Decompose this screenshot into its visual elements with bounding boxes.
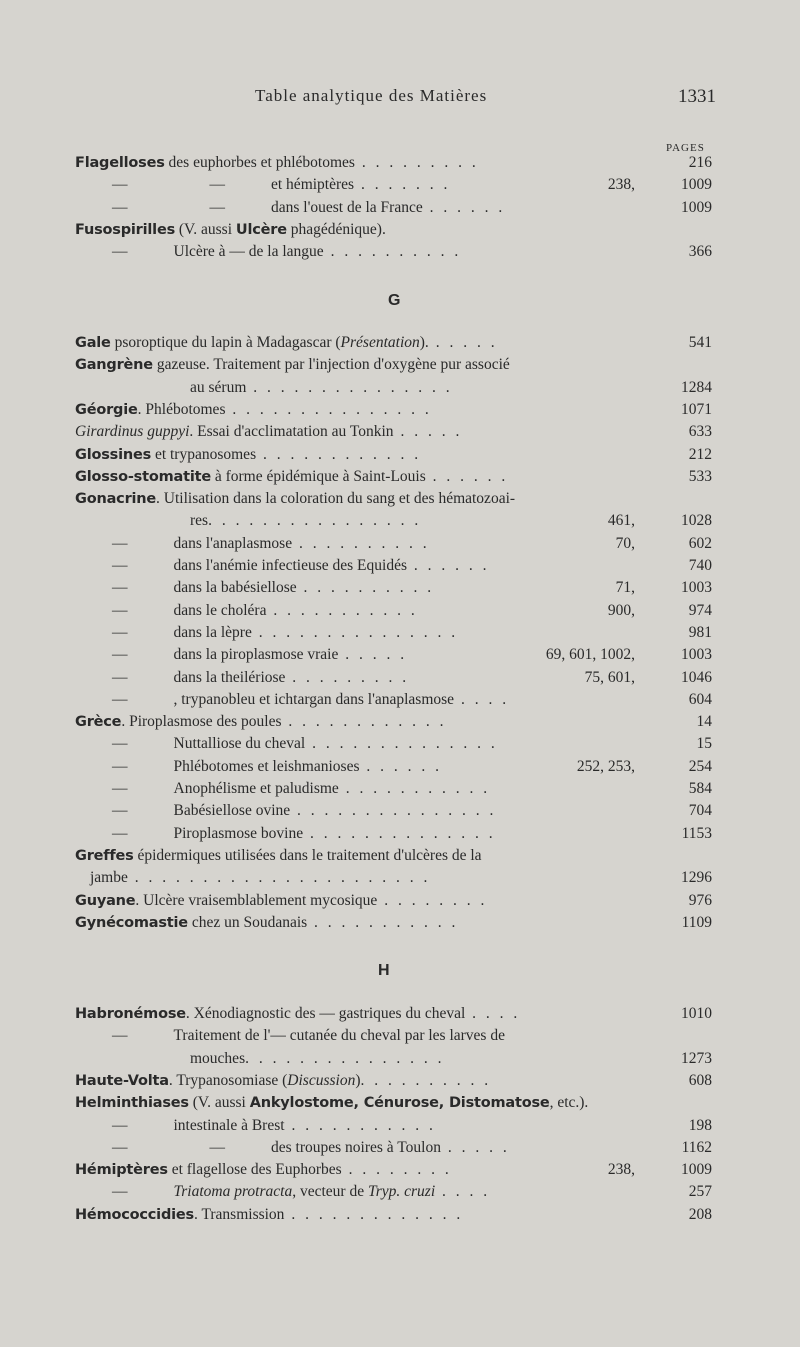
- leader-dots: . . . . . . . . . .: [323, 243, 462, 261]
- entry-description: (V. aussi: [188, 1094, 250, 1112]
- page-number-ref: 740: [688, 557, 712, 574]
- entry-keyword: Greffes: [75, 847, 134, 864]
- page-number-ref: 1273: [681, 1049, 712, 1067]
- leader-dots: . . . . . . . . . . . .: [256, 445, 422, 463]
- entry-text: [75, 399, 432, 421]
- entry-keyword: Guyane: [75, 892, 136, 909]
- entry-description: Nuttalliose du cheval: [173, 735, 306, 753]
- entry-description: et trypanosomes: [151, 445, 257, 463]
- page-number-ref: 1284: [681, 378, 712, 396]
- entry-description: . Utilisation dans la coloration du sang et des hématozoai-: [156, 490, 516, 508]
- page-number-ref: 533: [688, 467, 712, 485]
- index-entry: [0, 1181, 800, 1203]
- leader-dots: . . . . . . . . . . . . .: [284, 1205, 464, 1223]
- entry-keyword: Fusospirilles: [75, 221, 176, 238]
- index-entry: [0, 488, 800, 510]
- entry-keyword: Ankylostome, Cénurose, Distomatose: [249, 1095, 550, 1112]
- em-dash: —: [209, 198, 225, 216]
- leader-dots: . . . . .: [440, 1138, 510, 1156]
- entry-text: [112, 823, 496, 845]
- entry-keyword: Glosso-stomatite: [75, 468, 211, 485]
- entry-text: [75, 421, 462, 443]
- entry-text: [190, 510, 421, 532]
- index-entry: [0, 197, 800, 219]
- em-dash: —: [112, 824, 128, 842]
- page-references: 69, 601, 1002,: [545, 646, 635, 664]
- index-entry: [0, 689, 800, 711]
- index-entry: [0, 867, 800, 889]
- entry-text: [75, 332, 498, 354]
- em-dash: —: [112, 601, 128, 619]
- leader-dots: . . . . . . . . . . .: [338, 780, 491, 797]
- entry-text: [112, 241, 461, 263]
- entry-description: dans la lèpre: [173, 623, 252, 641]
- page-number-ref: 1109: [681, 913, 712, 931]
- leader-dots: . . . . . . . . . . .: [284, 1116, 436, 1134]
- page-number-ref: 208: [688, 1205, 712, 1223]
- index-entry: [0, 644, 800, 666]
- leader-dots: . . . . . . . . . .: [296, 579, 435, 597]
- running-title: Table analytique des Matières: [255, 86, 488, 105]
- em-dash: —: [112, 735, 128, 753]
- index-entry: [0, 1025, 800, 1047]
- entry-text: [75, 152, 479, 174]
- leader-dots: . . . . . . . . . . . . . . .: [245, 1049, 445, 1067]
- entry-text: [112, 644, 407, 666]
- entry-description: intestinale à Brest: [173, 1116, 285, 1134]
- index-entry: [0, 1115, 800, 1137]
- entry-text: [75, 466, 508, 488]
- leader-dots: . . . . .: [428, 334, 498, 351]
- entry-description: à forme épidémique à Saint-Louis: [210, 467, 426, 485]
- entry-description: des troupes noires à Toulon: [271, 1138, 441, 1156]
- em-dash: —: [112, 623, 128, 641]
- entry-text: [112, 600, 418, 622]
- page-number-ref: 1003: [681, 579, 712, 597]
- index-entry: [0, 152, 800, 174]
- page-number-ref: 366: [688, 243, 712, 261]
- index-entry: [0, 845, 800, 867]
- page-number-ref: 1071: [681, 400, 712, 418]
- entry-description: Anophélisme et paludisme: [173, 780, 339, 797]
- leader-dots: . . . . . . . . . . . . . .: [305, 735, 498, 753]
- pages-column-label: PAGES: [666, 142, 705, 154]
- page-number-ref: 1046: [681, 668, 712, 686]
- entry-description: dans l'anémie infectieuse des Equidés: [173, 557, 407, 574]
- index-entry: [0, 1204, 800, 1226]
- entry-keyword: Helminthiases: [75, 1095, 189, 1112]
- index-entry: [0, 1092, 800, 1114]
- entry-keyword: Gangrène: [75, 357, 153, 374]
- em-dash: —: [112, 198, 128, 216]
- page-references: 252, 253,: [576, 757, 635, 775]
- entry-text: [75, 1070, 491, 1092]
- entry-description: Ulcère à — de la langue: [173, 243, 324, 261]
- index-entry: [0, 577, 800, 599]
- page-number-ref: 15: [696, 735, 712, 753]
- em-dash: —: [112, 1116, 128, 1134]
- entry-description: , vecteur de: [292, 1183, 368, 1201]
- page-number-ref: 976: [688, 891, 712, 909]
- leader-dots: . . . . . . . . . . . . . . . .: [208, 512, 422, 530]
- entry-description: . Phlébotomes: [137, 400, 226, 418]
- page-header: [0, 86, 800, 112]
- em-dash: —: [112, 176, 128, 194]
- page-number-ref: 257: [688, 1183, 712, 1201]
- em-dash: —: [112, 1138, 128, 1156]
- index-entry: [0, 241, 800, 263]
- index-entry: [0, 1159, 800, 1181]
- entry-text: [75, 1092, 588, 1114]
- index-entry: [0, 600, 800, 622]
- index-entry: [0, 444, 800, 466]
- entry-text: [112, 667, 409, 689]
- index-entry: [0, 421, 800, 443]
- entry-description: . Ulcère vraisemblablement mycosique: [135, 891, 378, 909]
- page-number-ref: 1010: [681, 1005, 712, 1022]
- em-dash: —: [112, 757, 128, 775]
- italic-term: Tryp. cruzi: [367, 1183, 436, 1201]
- entry-text: [75, 890, 487, 912]
- leader-dots: . . . . .: [393, 423, 463, 441]
- page-number-ref: 604: [688, 690, 712, 708]
- continuation-text: jambe: [90, 869, 128, 887]
- index-entry: [0, 399, 800, 421]
- index-entry: [0, 174, 800, 196]
- page-number-ref: 1028: [681, 512, 712, 530]
- entry-text: [75, 1003, 520, 1025]
- entry-description: Traitement de l'— cutanée du cheval par les larves de: [173, 1027, 505, 1045]
- em-dash: —: [112, 1027, 128, 1045]
- entry-keyword: Haute-Volta: [75, 1072, 169, 1089]
- entry-text: [90, 867, 430, 889]
- em-dash: —: [209, 176, 225, 194]
- index-entry: [0, 219, 800, 241]
- entry-description: . Essai d'acclimatation au Tonkin: [189, 423, 394, 441]
- leader-dots: . . . . . . . .: [377, 891, 488, 909]
- index-entry: [0, 354, 800, 376]
- leader-dots: . . . . . . . . . . . . . . .: [225, 400, 432, 418]
- entry-description: dans la theilériose: [173, 668, 286, 686]
- entry-text: [75, 488, 515, 510]
- italic-term: Girardinus guppyi: [75, 423, 190, 441]
- entry-description: des euphorbes et phlébotomes: [164, 154, 355, 171]
- entry-text: [112, 174, 450, 196]
- entry-description: chez un Soudanais: [187, 913, 308, 931]
- continuation-text: au sérum: [190, 378, 247, 396]
- italic-term: Discussion: [287, 1071, 356, 1089]
- page-references: 70,: [615, 534, 635, 552]
- page-references: 900,: [607, 601, 635, 619]
- leader-dots: . . . . . . . . . . . .: [281, 713, 447, 731]
- entry-keyword: Gynécomastie: [75, 914, 188, 931]
- entry-text: [112, 1137, 510, 1159]
- page-references: 71,: [615, 579, 635, 597]
- entry-text: [75, 1204, 463, 1226]
- page-number-ref: 1296: [681, 869, 712, 887]
- leader-dots: . . . . . .: [425, 467, 509, 485]
- index-entry: [0, 756, 800, 778]
- entry-text: [190, 1048, 444, 1070]
- entry-description: dans la babésiellose: [173, 579, 297, 597]
- entry-keyword: Hémiptères: [75, 1162, 168, 1179]
- leader-dots: . . . . . . . . . . .: [266, 601, 418, 619]
- page-references: 238,: [607, 176, 635, 194]
- entry-description: dans l'ouest de la France: [271, 198, 423, 216]
- entry-text: [112, 197, 505, 219]
- italic-term: Triatoma protracta: [173, 1183, 293, 1201]
- entry-description: . Xénodiagnostic des — gastriques du cheval: [185, 1005, 466, 1022]
- em-dash: —: [112, 579, 128, 597]
- entry-text: [75, 354, 510, 376]
- entry-text: [112, 756, 442, 778]
- continuation-text: mouches: [190, 1049, 246, 1067]
- entry-description: dans la piroplasmose vraie: [173, 646, 339, 664]
- page-number-ref: 633: [688, 423, 712, 441]
- index-entry: [0, 466, 800, 488]
- em-dash: —: [112, 646, 128, 664]
- em-dash: —: [112, 690, 128, 708]
- index-entry: [0, 778, 800, 800]
- entry-description: épidermiques utilisées dans le traitement d'ulcères de la: [133, 846, 482, 864]
- entry-text: [75, 1159, 452, 1181]
- page-number-ref: 981: [688, 623, 712, 641]
- index-entry: [0, 667, 800, 689]
- leader-dots: . . . . .: [338, 646, 408, 664]
- entry-description: et flagellose des Euphorbes: [167, 1161, 342, 1179]
- entry-text: [75, 444, 421, 466]
- continuation-text: res: [190, 512, 209, 530]
- page-number-ref: 254: [688, 757, 712, 775]
- leader-dots: . . . . . . . . . . .: [307, 913, 459, 931]
- index-entry: [0, 533, 800, 555]
- italic-term: Présentation: [340, 334, 420, 351]
- page-number-ref: 1153: [681, 824, 712, 842]
- page-number-ref: 198: [688, 1116, 712, 1134]
- entry-description: dans l'anaplasmose: [173, 534, 293, 552]
- entry-description: Phlébotomes et leishmanioses: [173, 757, 360, 775]
- entry-keyword: Glossines: [75, 446, 152, 463]
- leader-dots: . . . . . . . . . . . . . .: [303, 824, 496, 842]
- page-references: 238,: [607, 1161, 635, 1179]
- entry-description: ): [355, 1071, 361, 1089]
- entry-text: [112, 622, 458, 644]
- leader-dots: . . . .: [435, 1183, 491, 1201]
- leader-dots: . . . . . . .: [354, 176, 451, 194]
- index-entry: [0, 711, 800, 733]
- em-dash: —: [209, 1138, 225, 1156]
- leader-dots: . . . . . .: [422, 198, 506, 216]
- page-number-ref: 1009: [681, 176, 712, 194]
- page-number-ref: 1009: [681, 198, 712, 216]
- entry-keyword: Géorgie: [75, 401, 138, 418]
- leader-dots: . . . .: [454, 690, 510, 708]
- entry-description: phagédénique).: [286, 220, 386, 238]
- page-number-ref: 1162: [681, 1138, 712, 1156]
- index-entry: [0, 1003, 800, 1025]
- page-number-ref: 704: [688, 802, 712, 820]
- em-dash: —: [112, 243, 128, 261]
- entry-text: [112, 577, 434, 599]
- entry-text: [112, 555, 490, 577]
- entry-keyword: Grèce: [75, 714, 122, 731]
- entry-text: [112, 778, 490, 800]
- entry-description: , trypanobleu et ichtargan dans l'anaplasmose: [173, 690, 455, 708]
- leader-dots: . . . . . . . . . . . . . . .: [251, 623, 459, 641]
- entry-text: [75, 711, 446, 733]
- entry-description: dans le choléra: [173, 601, 267, 619]
- page-references: 75, 601,: [584, 668, 635, 686]
- page-number-ref: 216: [688, 154, 712, 171]
- leader-dots: . . . . . .: [407, 557, 490, 574]
- entry-text: [75, 845, 482, 867]
- entry-text: [75, 219, 386, 241]
- entry-keyword: Habronémose: [75, 1006, 186, 1022]
- index-entry: [0, 555, 800, 577]
- page-number-ref: 541: [688, 334, 712, 351]
- page-number-ref: 1003: [681, 646, 712, 664]
- index-entry: [0, 332, 800, 354]
- leader-dots: . . . . . . . . .: [354, 154, 479, 171]
- entry-description: . Transmission: [193, 1205, 285, 1223]
- entry-keyword: Ulcère: [235, 221, 287, 238]
- index-entry: [0, 912, 800, 934]
- entry-keyword: Gonacrine: [75, 491, 157, 508]
- leader-dots: . . . . . . . . . . . . . . .: [290, 802, 497, 820]
- leader-dots: . . . . . . . . . . . . . . .: [246, 378, 453, 396]
- entry-text: [190, 377, 453, 399]
- entry-text: [75, 912, 458, 934]
- page-number-ref: 608: [688, 1071, 712, 1089]
- entry-description: gazeuse. Traitement par l'injection d'oxygène pur associé: [152, 356, 510, 374]
- em-dash: —: [112, 780, 128, 797]
- index-entry: [0, 890, 800, 912]
- leader-dots: . . . . . . . . . . . . . . . . . . . . . .: [127, 869, 431, 887]
- entry-description: Babésiellose ovine: [173, 802, 291, 820]
- entry-description: ).: [419, 334, 429, 351]
- page-number-ref: 602: [688, 534, 712, 552]
- index-entry: [0, 510, 800, 532]
- entry-text: [112, 800, 496, 822]
- em-dash: —: [112, 534, 128, 552]
- entry-text: [112, 1025, 505, 1047]
- index-entry: [0, 622, 800, 644]
- leader-dots: . . . . . .: [359, 757, 442, 775]
- entry-description: . Piroplasmose des poules: [121, 713, 282, 731]
- entry-text: [112, 1181, 490, 1203]
- entry-description: , etc.).: [549, 1094, 589, 1112]
- leader-dots: . . . . . . . . . .: [292, 534, 430, 552]
- entry-description: . Trypanosomiase (: [168, 1071, 288, 1089]
- em-dash: —: [112, 1183, 128, 1201]
- leader-dots: . . . . . . . .: [341, 1161, 452, 1179]
- entry-keyword: Flagelloses: [75, 155, 165, 171]
- leader-dots: . . . . . . . . .: [285, 668, 410, 686]
- page-number: 1331: [678, 86, 716, 107]
- section-letter-g: G: [388, 292, 401, 309]
- entry-text: [112, 733, 498, 755]
- section-letter-h: H: [378, 962, 390, 979]
- entry-description: psoroptique du lapin à Madagascar (: [110, 334, 341, 351]
- index-entry: [0, 800, 800, 822]
- em-dash: —: [112, 557, 128, 574]
- page-number-ref: 14: [696, 713, 712, 731]
- leader-dots: . . . .: [465, 1005, 521, 1022]
- entry-text: [112, 533, 430, 555]
- entry-description: Piroplasmose bovine: [173, 824, 304, 842]
- entry-description: et hémiptères: [271, 176, 355, 194]
- page-number-ref: 974: [688, 601, 712, 619]
- entry-text: [112, 1115, 436, 1137]
- page-number-ref: 212: [688, 445, 712, 463]
- leader-dots: . . . . . . . . . .: [360, 1071, 492, 1089]
- entry-description: (V. aussi: [175, 220, 236, 238]
- em-dash: —: [112, 668, 128, 686]
- index-entry: [0, 377, 800, 399]
- page-number-ref: 584: [688, 780, 712, 797]
- index-entry: [0, 1048, 800, 1070]
- entry-keyword: Gale: [75, 335, 111, 351]
- entry-keyword: Hémococcidies: [75, 1206, 194, 1223]
- entry-text: [112, 689, 509, 711]
- index-entry: [0, 823, 800, 845]
- index-entry: [0, 1137, 800, 1159]
- em-dash: —: [112, 802, 128, 820]
- page-references: 461,: [607, 512, 635, 530]
- index-entry: [0, 733, 800, 755]
- page-number-ref: 1009: [681, 1161, 712, 1179]
- index-entry: [0, 1070, 800, 1092]
